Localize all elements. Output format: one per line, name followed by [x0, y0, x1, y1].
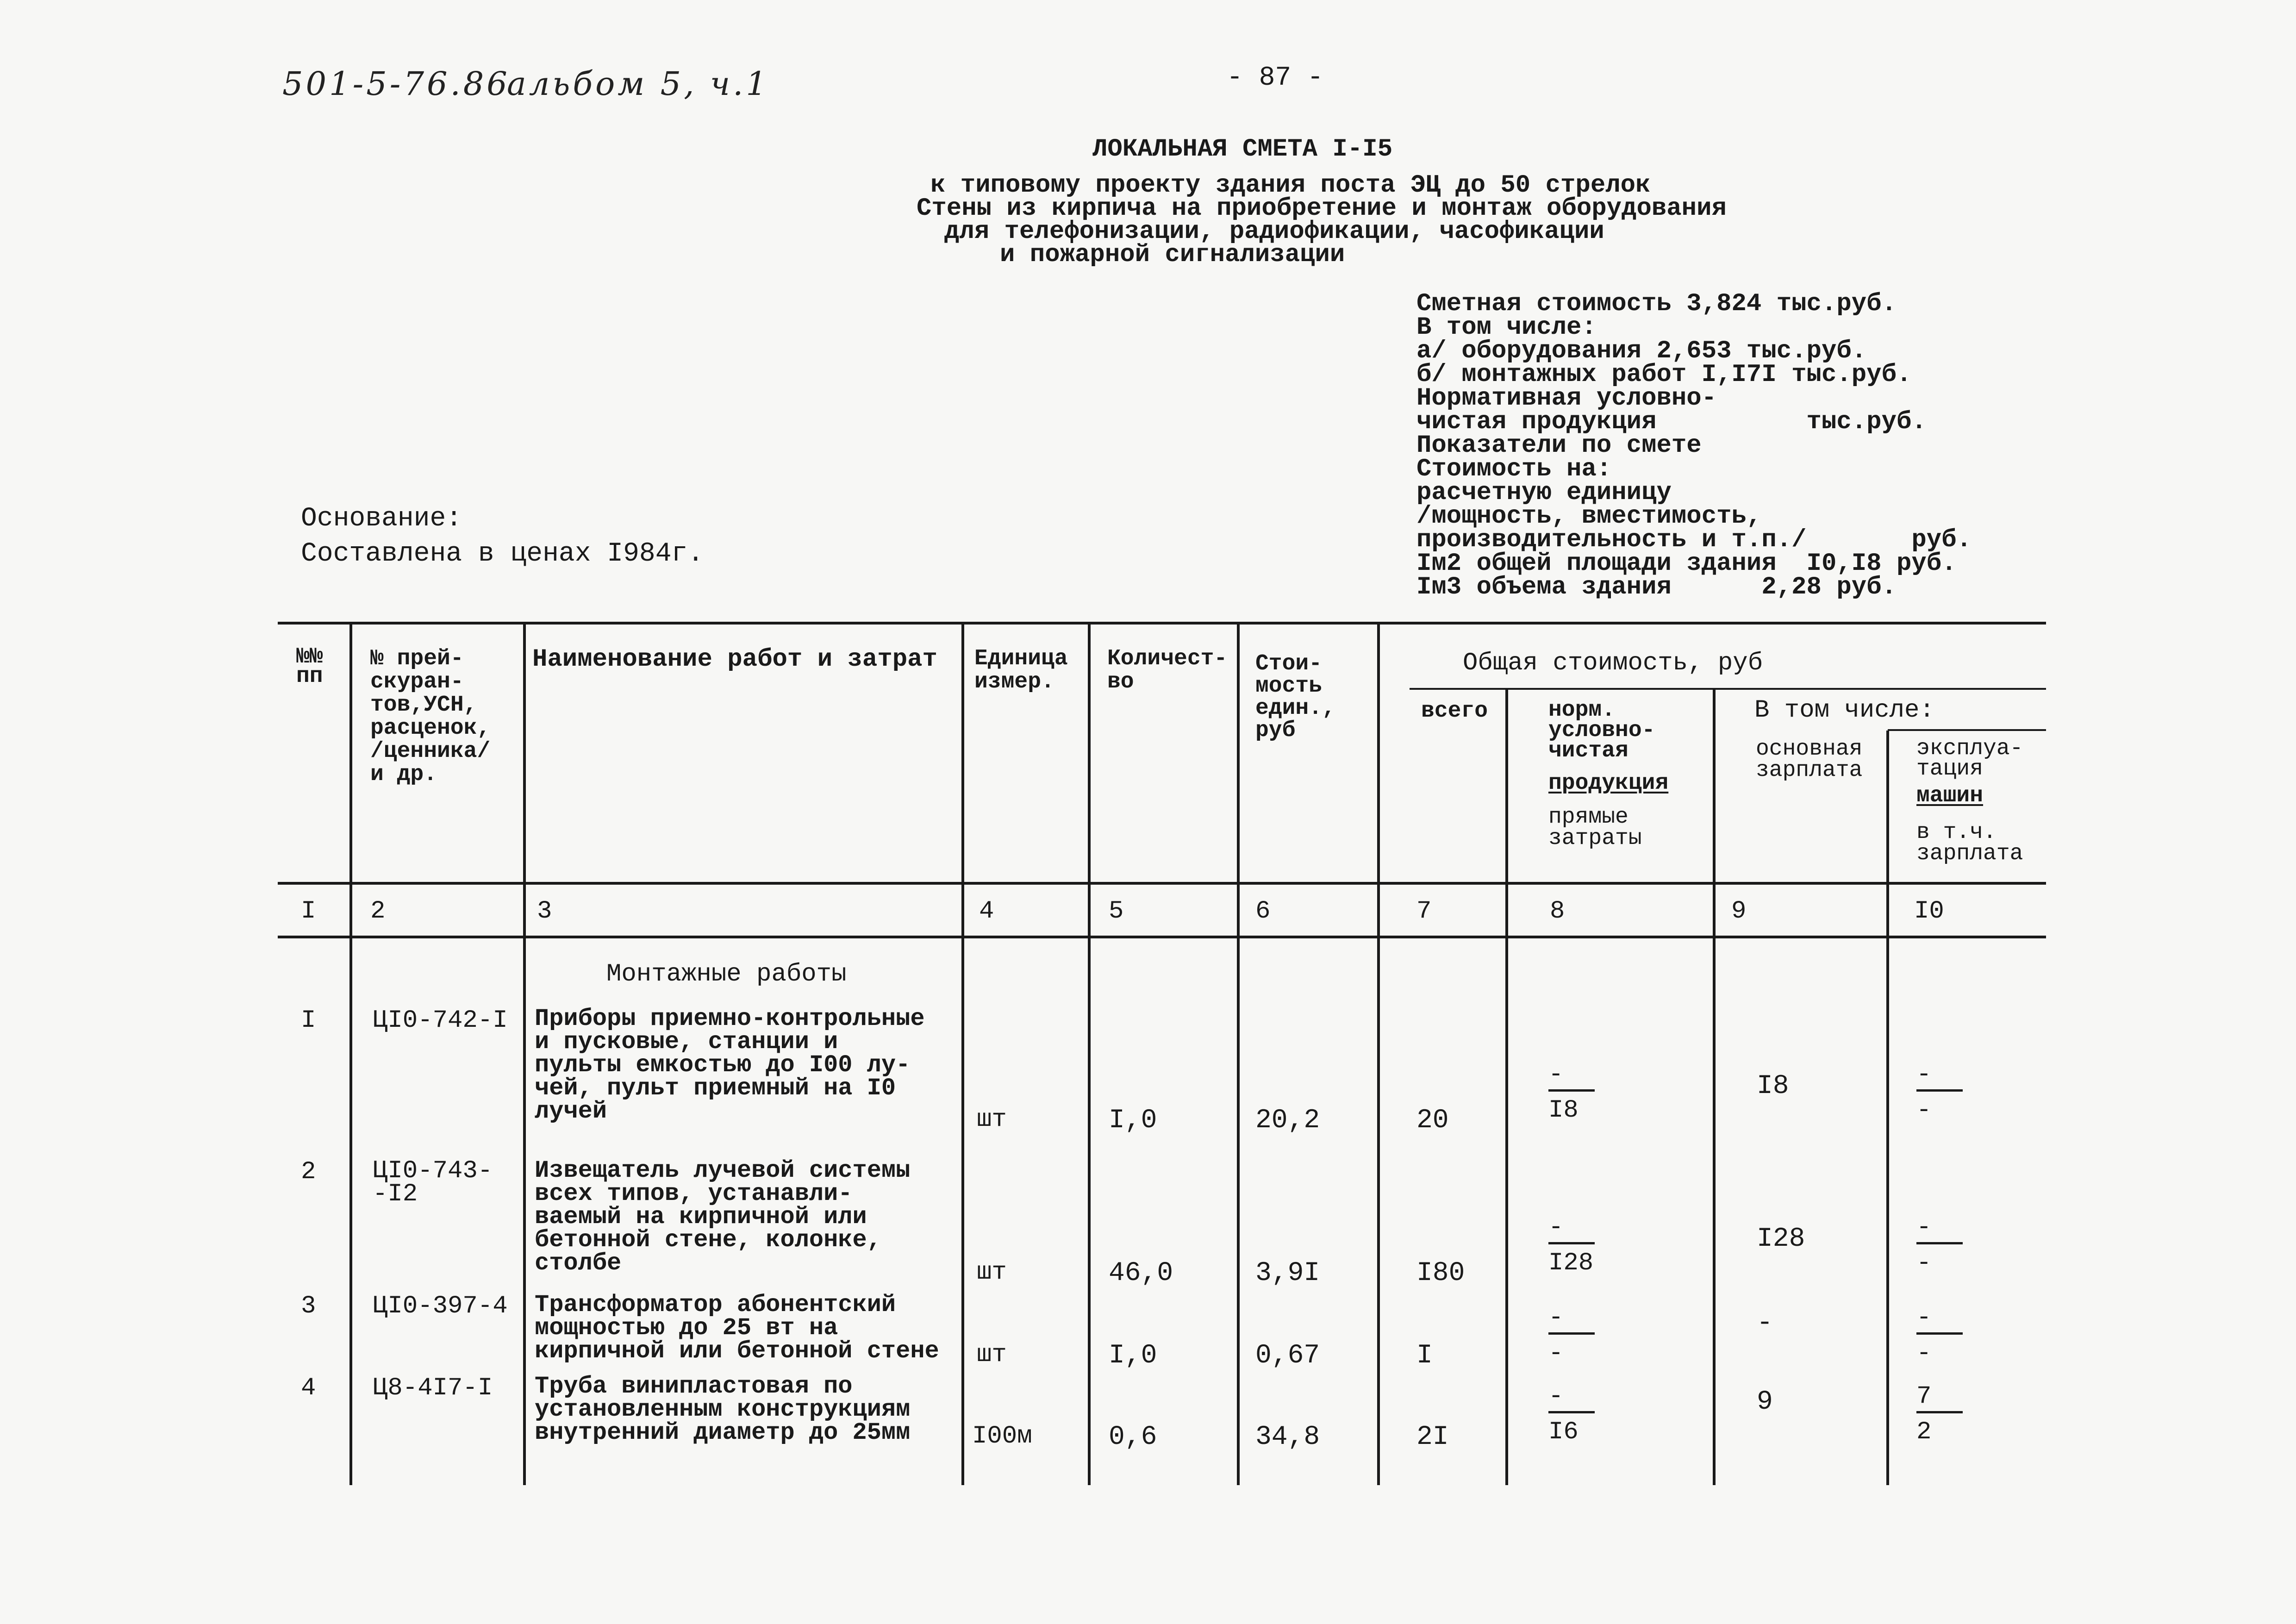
header-normative-product: норм. условно- чистая	[1548, 698, 1655, 763]
price-basis: Составлена в ценах I984г.	[301, 539, 704, 569]
normative-product-value: чистая продукция тыс.руб.	[1416, 408, 1927, 436]
row-normative-top: -	[1548, 1062, 1595, 1092]
row-machine-top: -	[1916, 1215, 1963, 1244]
column-number-1: I	[301, 897, 316, 925]
row-number: 2	[301, 1158, 316, 1186]
row-normative-fraction	[1548, 1062, 1595, 1123]
row-total: 2I	[1416, 1422, 1449, 1452]
row-price-code: ЦI0-742-I	[373, 1006, 508, 1035]
row-direct-costs: I8	[1548, 1096, 1578, 1124]
row-quantity: 46,0	[1109, 1258, 1173, 1288]
section-title: Монтажные работы	[606, 960, 847, 988]
cost-per-label: Стоимость на:	[1416, 455, 1612, 483]
row-work-name: Извещатель лучевой системы всех типов, устанавли- ваемый на кирпичной или бетонной стене, колонке, столбе	[535, 1157, 911, 1277]
row-price-code: ЦI0-397-4	[373, 1292, 508, 1320]
row-total: I80	[1416, 1258, 1465, 1288]
header-quantity: Количест- во	[1107, 646, 1228, 694]
header-normative-product-underlined: продукция	[1548, 771, 1669, 796]
header-total-cost: Общая стоимость, руб	[1463, 649, 1763, 677]
page-number: - 87 -	[1227, 63, 1323, 93]
column-number-3: 3	[537, 897, 552, 925]
col-divider-4	[1088, 623, 1091, 1485]
row-direct-costs: -	[1548, 1339, 1564, 1368]
row-total: I	[1416, 1341, 1433, 1371]
estimated-cost: Сметная стоимость 3,824 тыс.руб.	[1416, 290, 1897, 318]
header-price-code: № прей- скуран- тов,УСН, расценок, /ценника/ и др.	[370, 646, 491, 787]
header-base-salary: основная зарплата	[1756, 737, 1863, 783]
header-total: всего	[1421, 699, 1488, 724]
row-unit-price: 3,9I	[1255, 1258, 1320, 1288]
row-unit: шт	[977, 1106, 1007, 1134]
row-normative-fraction	[1548, 1305, 1595, 1366]
row-machine-fraction	[1916, 1384, 1963, 1445]
table-top-border	[278, 622, 2046, 625]
column-number-5: 5	[1109, 897, 1124, 925]
column-number-7: 7	[1416, 897, 1432, 925]
equipment-cost: а/ оборудования 2,653 тыс.руб.	[1416, 337, 1867, 365]
header-incl-salary: в т.ч. зарплата	[1916, 820, 2023, 866]
header-work-name: Наименование работ и затрат	[532, 645, 937, 674]
row-quantity: I,0	[1109, 1341, 1157, 1371]
row-unit: шт	[977, 1258, 1007, 1287]
row-machine-top: -	[1916, 1062, 1963, 1092]
subtitle-line-4: и пожарной сигнализации	[1000, 241, 1345, 269]
row-direct-costs: I28	[1548, 1249, 1594, 1277]
header-direct-costs: прямые затраты	[1548, 805, 1642, 851]
calc-unit-label: расчетную единицу	[1416, 479, 1672, 507]
col-divider-3	[961, 623, 964, 1485]
incl-divider	[1888, 729, 2046, 731]
col-divider-5	[1237, 623, 1240, 1485]
row-quantity: 0,6	[1109, 1422, 1157, 1452]
header-bottom-border	[278, 882, 2046, 885]
capacity-label: /мощность, вместимость,	[1416, 502, 1762, 531]
col-divider-9	[1886, 731, 1889, 1485]
col-divider-8	[1713, 689, 1716, 1485]
row-work-name: Трансформатор абонентский мощностью до 25 вт на кирпичной или бетонной стене	[535, 1291, 939, 1365]
basis-label: Основание:	[301, 504, 462, 534]
row-base-salary: I28	[1757, 1224, 1805, 1254]
header-machine-operation: эксплуа- тация	[1916, 736, 2023, 781]
column-number-4: 4	[979, 897, 994, 925]
header-unit-cost: Стои- мость един., руб	[1255, 651, 1335, 743]
header-item-number: №№ пп	[296, 644, 323, 689]
col-divider-6	[1377, 623, 1380, 1485]
document-title: ЛОКАЛЬНАЯ СМЕТА I-I5	[1092, 135, 1393, 163]
installation-cost: б/ монтажных работ I,I7I тыс.руб.	[1416, 361, 1912, 389]
row-machine-salary: 2	[1916, 1418, 1932, 1446]
row-direct-costs: I6	[1548, 1418, 1578, 1446]
row-base-salary: 9	[1757, 1387, 1773, 1417]
column-number-10: I0	[1914, 897, 1944, 925]
row-number: 3	[301, 1292, 316, 1320]
column-number-8: 8	[1550, 897, 1565, 925]
row-number: 4	[301, 1374, 316, 1402]
row-unit: шт	[977, 1341, 1007, 1369]
row-normative-top: -	[1548, 1215, 1595, 1244]
row-unit: I00м	[972, 1422, 1032, 1450]
subtitle-line-2: Стены из кирпича на приобретение и монтаж оборудования	[917, 194, 1727, 223]
row-total: 20	[1416, 1106, 1449, 1136]
row-unit-price: 0,67	[1255, 1341, 1320, 1371]
column-numbers-border	[278, 936, 2046, 938]
header-including: В том числе:	[1754, 696, 1934, 725]
subtitle-line-3: для телефонизации, радиофикации, часофикации	[944, 218, 1604, 246]
row-work-name: Приборы приемно-контрольные и пусковые, станции и пульты емкостью до I00 лу- чей, пульт приемный на I0 лучей	[535, 1005, 925, 1125]
header-machines-underlined: машин	[1916, 783, 1984, 808]
row-price-code: ЦI0-743- -I2	[373, 1157, 493, 1208]
row-machine-salary: -	[1916, 1339, 1932, 1368]
row-quantity: I,0	[1109, 1106, 1157, 1136]
row-normative-fraction	[1548, 1215, 1595, 1276]
cost-per-m2: Iм2 общей площади здания I0,I8 руб.	[1416, 550, 1957, 578]
row-price-code: Ц8-4I7-I	[373, 1374, 493, 1402]
row-number: I	[301, 1006, 316, 1035]
col-divider-7	[1505, 689, 1508, 1485]
handwritten-project-code: 501-5-76.86	[282, 65, 510, 103]
row-machine-salary: -	[1916, 1096, 1932, 1124]
column-number-6: 6	[1255, 897, 1271, 925]
productivity-label: производительность и т.п./ руб.	[1416, 526, 1972, 554]
row-normative-top: -	[1548, 1305, 1595, 1335]
including-label: В том числе:	[1416, 313, 1597, 342]
column-number-9: 9	[1731, 897, 1747, 925]
row-unit-price: 34,8	[1255, 1422, 1320, 1452]
row-normative-top: -	[1548, 1384, 1595, 1413]
cost-per-m3: Iм3 объема здания 2,28 руб.	[1416, 573, 1897, 601]
handwritten-album-note: альбом 5, ч.1	[507, 65, 769, 103]
row-base-salary: -	[1757, 1308, 1773, 1338]
row-machine-top: 7	[1916, 1384, 1963, 1413]
row-machine-fraction	[1916, 1062, 1963, 1123]
row-machine-salary: -	[1916, 1249, 1932, 1277]
row-base-salary: I8	[1757, 1071, 1789, 1101]
subtitle-line-1: к типовому проекту здания поста ЭЦ до 50 стрелок	[930, 171, 1651, 200]
indicators-label: Показатели по смете	[1416, 431, 1702, 460]
row-normative-fraction	[1548, 1384, 1595, 1445]
row-unit-price: 20,2	[1255, 1106, 1320, 1136]
col-divider-1	[349, 623, 352, 1485]
row-machine-fraction	[1916, 1215, 1963, 1276]
row-work-name: Труба винипластовая по установленным конструкциям внутренний диаметр до 25мм	[535, 1373, 911, 1446]
row-machine-fraction	[1916, 1305, 1963, 1366]
column-number-2: 2	[370, 897, 386, 925]
normative-product-label: Нормативная условно-	[1416, 384, 1717, 412]
row-machine-top: -	[1916, 1305, 1963, 1335]
header-unit: Единица измер.	[974, 646, 1068, 694]
col-divider-2	[523, 623, 526, 1485]
